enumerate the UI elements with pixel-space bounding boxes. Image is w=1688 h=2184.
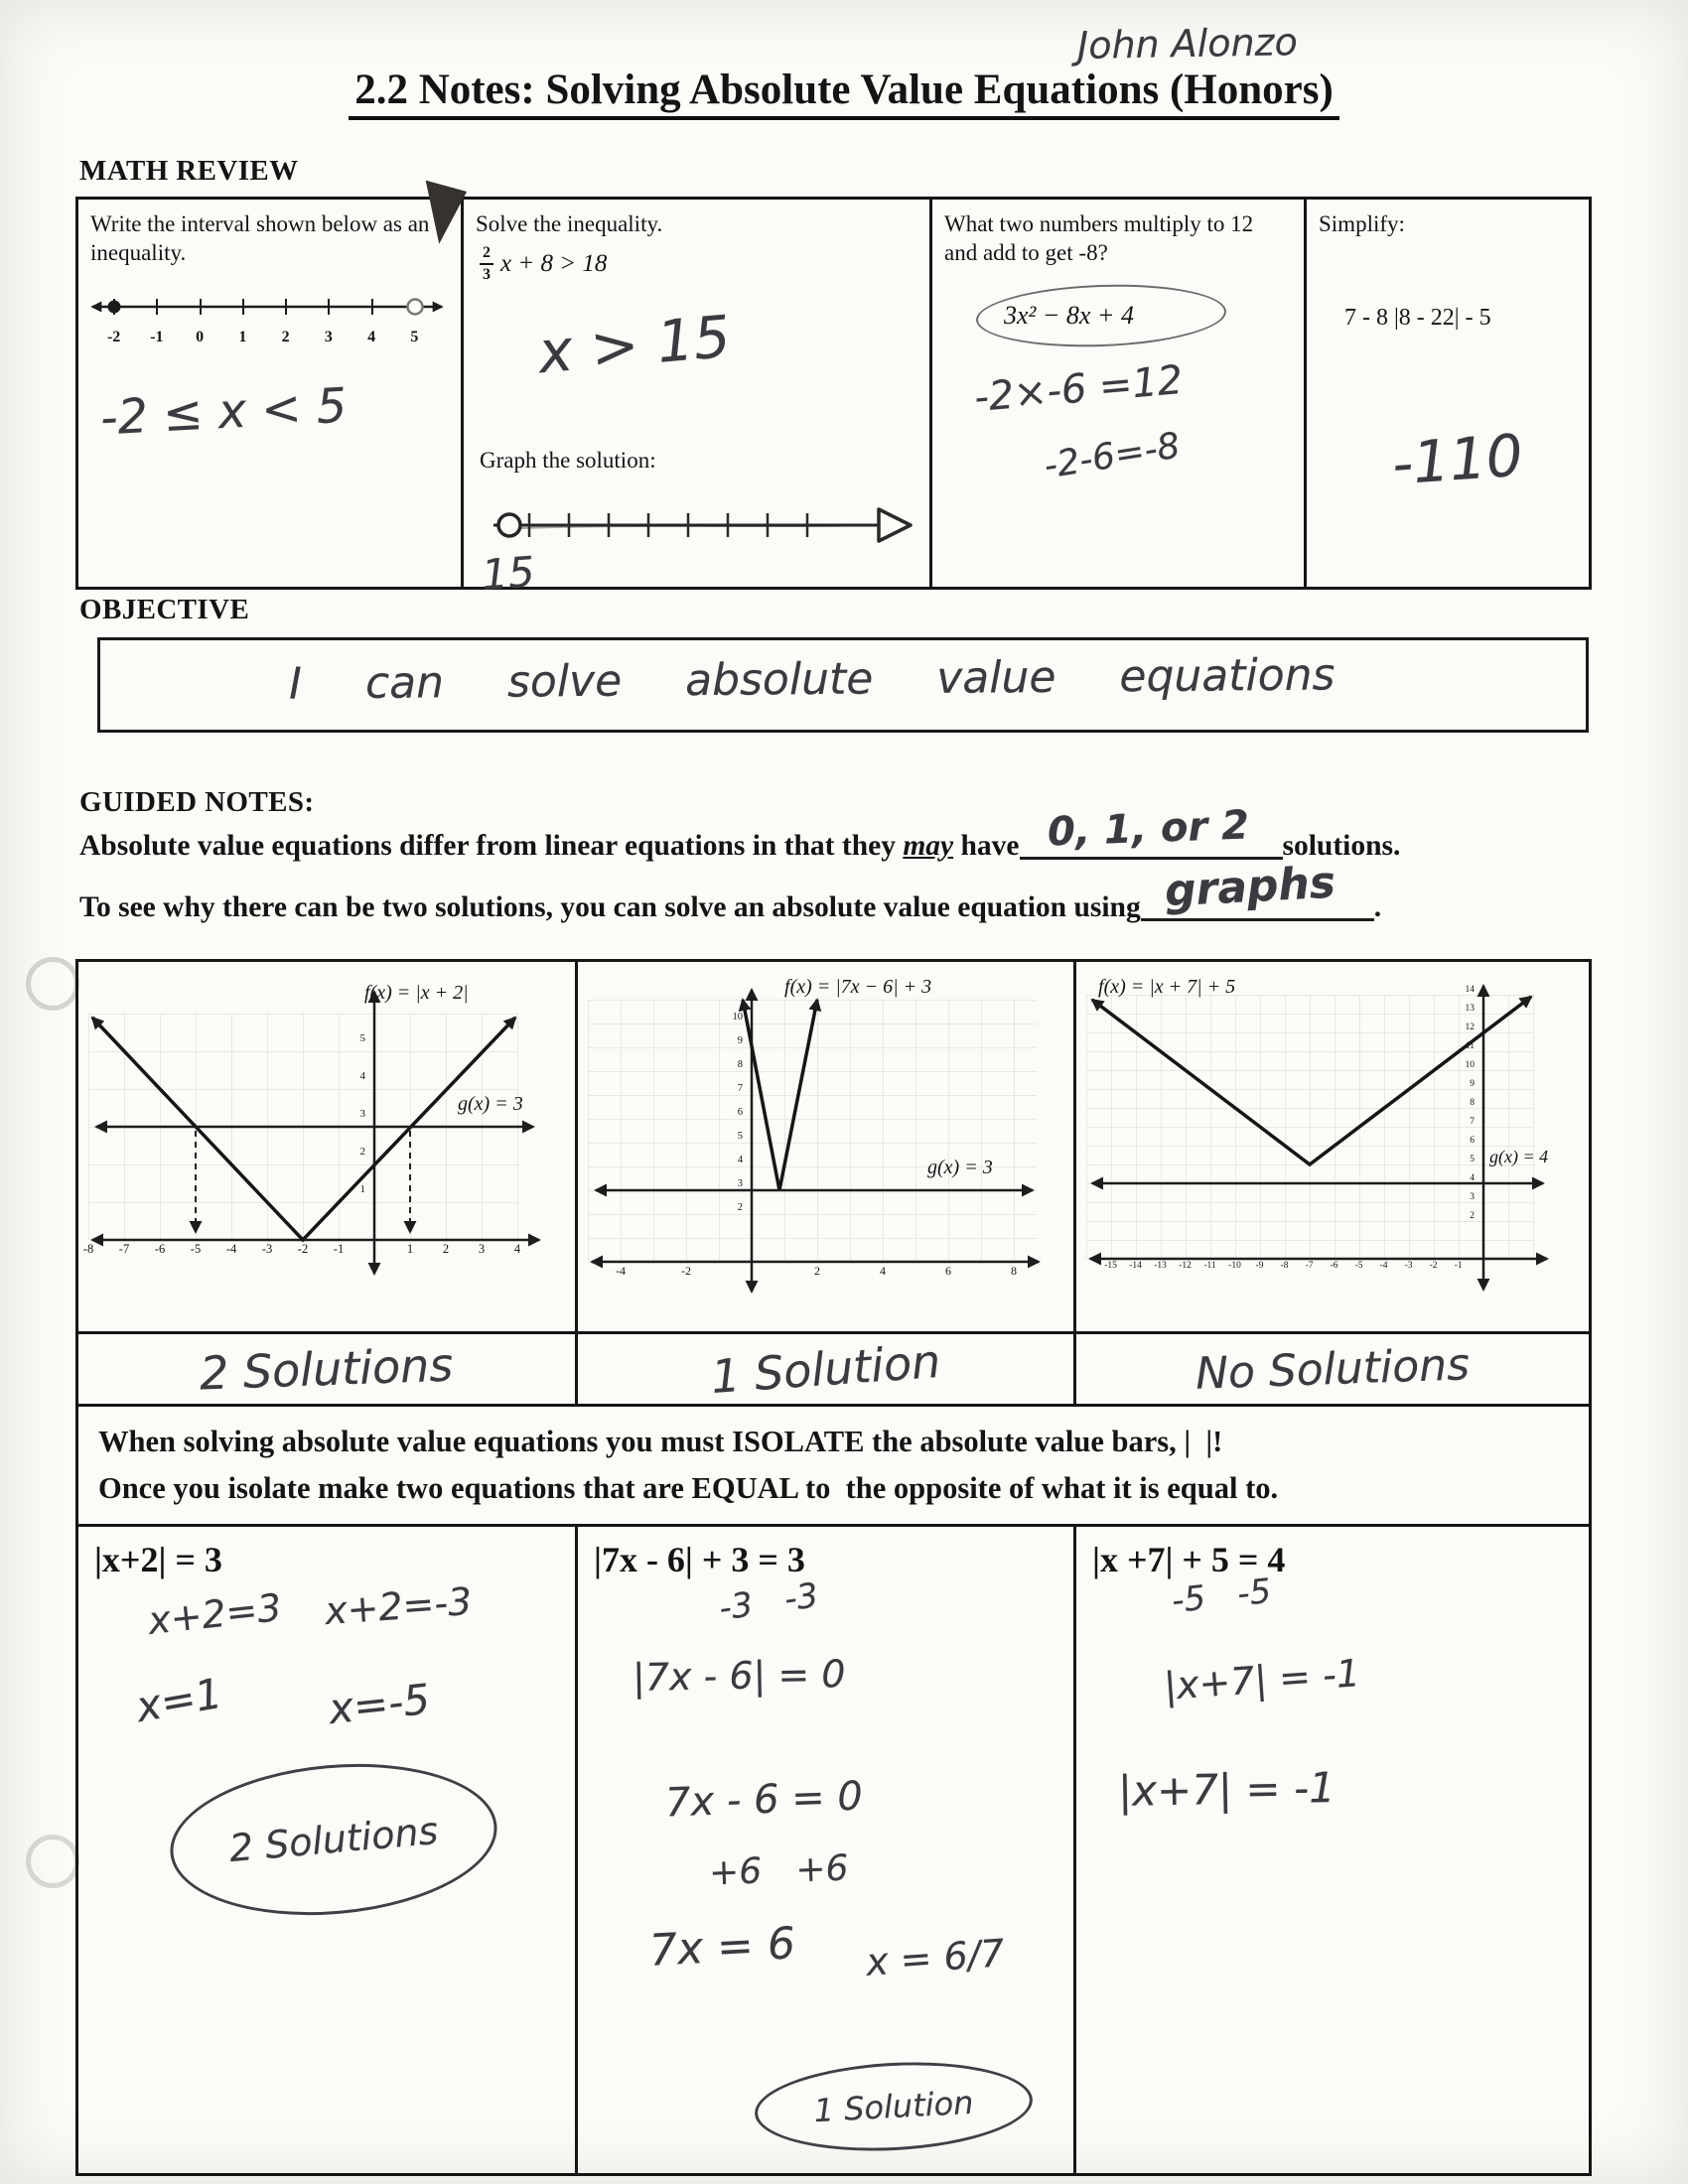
tick-label: -9: [1255, 1261, 1264, 1271]
tick-label: 5: [359, 1032, 365, 1044]
tick-label: 3: [1470, 1192, 1476, 1202]
tick-label: 4: [737, 1155, 744, 1165]
handwritten-work: x = 6/7: [864, 1931, 1007, 1984]
solutions-row: [78, 1334, 1589, 1407]
tick-label: -1: [1454, 1261, 1463, 1271]
x-tick-labels: [1098, 1261, 1471, 1271]
tick-label: 9: [737, 1035, 744, 1046]
tick-label: -3: [1404, 1261, 1413, 1271]
objective-heading: OBJECTIVE: [79, 594, 250, 625]
tick-label: 5: [410, 329, 419, 345]
problem-cell-2: [578, 1527, 1076, 2173]
handwritten-work: -2×-6 =12: [972, 356, 1186, 422]
tick-label: 1: [359, 1183, 365, 1195]
tick-label: 8: [1011, 1264, 1018, 1278]
tick-label: -5: [190, 1242, 202, 1256]
isolate-note-row: [78, 1407, 1589, 1527]
prompt-text: Simplify:: [1319, 211, 1405, 236]
tick-label: 9: [1470, 1079, 1476, 1089]
tick-label: 7: [737, 1083, 744, 1094]
tick-label: 8: [1470, 1098, 1476, 1108]
solution-cell-1: [78, 1334, 578, 1404]
handwritten-work: |7x - 6| = 0: [632, 1652, 846, 1700]
math-review-cell-interval: [78, 200, 461, 587]
tick-label: 3: [478, 1242, 486, 1256]
graph-table: [75, 959, 1592, 2176]
handwritten-work: x=1: [132, 1668, 226, 1732]
tick-label: 14: [1465, 985, 1476, 995]
solution-cell-2: [578, 1334, 1076, 1404]
scan-artifact: [26, 1835, 79, 1888]
handwritten-blank-answer: 0, 1, or 2: [1046, 802, 1250, 856]
grid: [588, 1000, 1037, 1262]
fraction-denominator: 3: [483, 266, 491, 283]
tick-label: 11: [1465, 1041, 1476, 1051]
graphs-row: [78, 962, 1589, 1334]
simplify-expression: 7 - 8 |8 - 22| - 5: [1344, 305, 1491, 331]
tick-label: 6: [945, 1264, 952, 1278]
tick-label: -7: [118, 1242, 130, 1256]
handwritten-blank-answer: graphs: [1163, 857, 1336, 917]
tick-label: 3: [359, 1108, 365, 1120]
problem-equation: |7x - 6| + 3 = 3: [594, 1540, 805, 1579]
abs-value-graph-2: [588, 976, 1045, 1303]
x-tick-labels: [588, 1264, 1047, 1279]
tick-label: -4: [225, 1242, 237, 1256]
tick-label: -4: [1379, 1261, 1388, 1271]
tick-label: 12: [1465, 1023, 1476, 1032]
tick-label: -10: [1228, 1261, 1241, 1271]
handwritten-endpoint: 15: [480, 547, 537, 600]
page-title: [0, 66, 1688, 114]
graph-cell-3: [1076, 962, 1589, 1331]
tick-label: 6: [737, 1107, 744, 1118]
f-label: f(x) = |7x − 6| + 3: [784, 976, 932, 998]
math-review-cell-numbers: [929, 200, 1304, 587]
tick-label: [356, 1242, 392, 1257]
handwritten-interval-answer: -2 ≤ x < 5: [98, 377, 349, 447]
tick-label: 1: [238, 329, 247, 345]
math-review-heading: MATH REVIEW: [79, 155, 299, 187]
problem-equation: |x +7| + 5 = 4: [1092, 1540, 1286, 1579]
student-name: John Alonzo: [1076, 20, 1299, 68]
handwritten-work: -5 -5: [1170, 1570, 1274, 1622]
handwritten-work: 7x = 6: [647, 1918, 797, 1977]
tick-label: -8: [1280, 1261, 1289, 1271]
tick-label: 5: [737, 1131, 744, 1142]
tick-label: -11: [1203, 1261, 1216, 1271]
handwritten-inequality-answer: x > 15: [535, 302, 734, 387]
tick-label: 2: [442, 1242, 450, 1256]
tick-label: 2: [359, 1146, 365, 1158]
page-title-text: 2.2 Notes: Solving Absolute Value Equations (Honors): [349, 67, 1339, 120]
handwritten-solution-count: No Solutions: [1195, 1338, 1471, 1400]
tick-label: -1: [333, 1242, 345, 1256]
tick-label: -14: [1129, 1261, 1142, 1271]
g-label: g(x) = 3: [458, 1093, 523, 1115]
tick-label: 3: [324, 329, 333, 345]
prompt-text: What two numbers multiply to 12 and add to get -8?: [944, 211, 1254, 266]
circled-annotation: [164, 1751, 503, 1928]
handwritten-work: -2-6=-8: [1041, 425, 1184, 487]
tick-label: 8: [737, 1059, 744, 1070]
tick-label: -2: [106, 329, 121, 345]
tick-label: [719, 1264, 784, 1279]
inequality-expression: [480, 245, 607, 283]
tick-label: 13: [1465, 1004, 1476, 1014]
closed-endpoint-dot: [108, 301, 121, 314]
problem-cell-1: [78, 1527, 578, 2173]
tick-label: 4: [359, 1070, 365, 1082]
circled-annotation: [753, 2056, 1035, 2158]
isolate-note-line-1: When solving absolute value equations you must ISOLATE the absolute value bars, | |!: [98, 1425, 1223, 1458]
guided-sentence-2: [79, 857, 1609, 924]
objective-box: [97, 637, 1589, 733]
y-tick-labels: [1448, 985, 1477, 1230]
tick-label: 2: [814, 1264, 821, 1278]
fill-in-blank: [1020, 802, 1283, 860]
tick-label: 4: [880, 1264, 887, 1278]
sentence-text: solutions.: [1282, 830, 1401, 862]
handwritten-work: x+2=3: [146, 1585, 284, 1643]
math-review-cell-inequality: [461, 200, 929, 600]
problem-equation: |x+2| = 3: [94, 1540, 222, 1579]
scan-artifact: [26, 957, 79, 1011]
tick-label: 4: [513, 1242, 521, 1256]
tick-label: 4: [1470, 1173, 1476, 1183]
tick-label: 2: [281, 329, 290, 345]
tick-label: -4: [616, 1264, 627, 1278]
solution-cell-3: [1076, 1334, 1589, 1404]
problem-cell-3: [1076, 1527, 1589, 2173]
circled-text: 2 Solutions: [227, 1808, 440, 1871]
g-label: g(x) = 4: [1489, 1147, 1549, 1166]
tick-label: -12: [1179, 1261, 1192, 1271]
tick-label: -13: [1154, 1261, 1167, 1271]
sentence-text: have: [953, 830, 1020, 862]
tick-label: -2: [297, 1242, 309, 1256]
tick-label: 0: [196, 329, 205, 345]
emphasis-word: may: [903, 830, 954, 862]
tick-label: 1: [406, 1242, 414, 1256]
handwritten-work: x+2=-3: [323, 1578, 474, 1634]
tick-label: 10: [732, 1012, 744, 1023]
handwritten-solution-count: 1 Solution: [709, 1333, 942, 1405]
fraction-numerator: 2: [480, 245, 493, 265]
tick-label: -2: [681, 1264, 692, 1278]
tick-label: 5: [1470, 1155, 1476, 1164]
tick-label: 3: [737, 1178, 744, 1189]
prompt-text: Write the interval shown below as an inequality.: [90, 211, 430, 266]
handwritten-simplify-answer: -110: [1389, 421, 1525, 498]
arrowhead: [879, 509, 911, 541]
tick-label: 2: [737, 1202, 744, 1213]
tick-label: 6: [1470, 1136, 1476, 1146]
tick-label: -6: [1330, 1261, 1338, 1271]
tick-label: 2: [1470, 1211, 1476, 1221]
tick-label: -15: [1104, 1261, 1117, 1271]
math-review-table: [75, 197, 1592, 600]
tick-label: -5: [1354, 1261, 1363, 1271]
y-tick-labels: [343, 1032, 368, 1221]
handwritten-work: +6 +6: [708, 1847, 850, 1894]
tick-label: -2: [1429, 1261, 1438, 1271]
open-endpoint-circle: [498, 514, 520, 536]
sentence-text: To see why there can be two solutions, you can solve an absolute value equation using: [79, 891, 1141, 923]
f-label: f(x) = |x + 7| + 5: [1098, 976, 1236, 998]
graph-cell-1: [78, 962, 578, 1331]
tick-label: -3: [261, 1242, 273, 1256]
handwritten-work: 7x - 6 = 0: [664, 1773, 864, 1827]
handwritten-work: |x+7| = -1: [1117, 1763, 1336, 1816]
tick-label: -7: [1305, 1261, 1314, 1271]
quadratic-expression: 3x² − 8x + 4: [1004, 301, 1134, 330]
tick-label: -8: [82, 1242, 94, 1256]
problems-row: [78, 1527, 1589, 2173]
graph-cell-2: [578, 962, 1076, 1331]
handwritten-objective: I can solve absolute value equations: [288, 649, 1336, 710]
isolate-note-line-2: Once you isolate make two equations that are EQUAL to the opposite of what it is equal to.: [98, 1471, 1279, 1506]
inequality-text: x + 8 > 18: [500, 250, 608, 277]
abs-value-graph-3: [1086, 976, 1553, 1303]
number-line-labels: [92, 329, 436, 346]
fraction: [480, 245, 493, 283]
prompt-text: Solve the inequality.: [476, 211, 663, 236]
graph-solution-prompt: Graph the solution:: [480, 448, 656, 473]
fill-in-blank: [1141, 857, 1374, 921]
handwritten-solution-count: 2 Solutions: [199, 1337, 455, 1401]
tick-label: 10: [1465, 1060, 1476, 1070]
handwritten-work: -3 -3: [716, 1575, 821, 1629]
sentence-text: Absolute value equations differ from linear equations in that they: [79, 830, 904, 862]
open-endpoint-circle: [408, 300, 423, 315]
tick-label: 7: [1470, 1117, 1476, 1127]
math-review-cell-simplify: [1304, 200, 1595, 587]
tick-label: 4: [367, 329, 376, 345]
f-label: f(x) = |x + 2|: [364, 982, 469, 1004]
y-tick-labels: [716, 1012, 746, 1226]
tick-label: -1: [150, 329, 164, 345]
solution-number-line-graphic: [478, 485, 914, 557]
tick-label: -6: [154, 1242, 166, 1256]
x-tick-labels: [70, 1242, 535, 1257]
handwritten-work: |x+7| = -1: [1162, 1651, 1362, 1708]
circled-text: 1 Solution: [812, 2083, 975, 2130]
sentence-text: .: [1373, 891, 1382, 923]
guided-notes-heading: GUIDED NOTES:: [79, 786, 315, 818]
g-label: g(x) = 3: [927, 1157, 993, 1178]
handwritten-work: x=-5: [326, 1674, 433, 1734]
